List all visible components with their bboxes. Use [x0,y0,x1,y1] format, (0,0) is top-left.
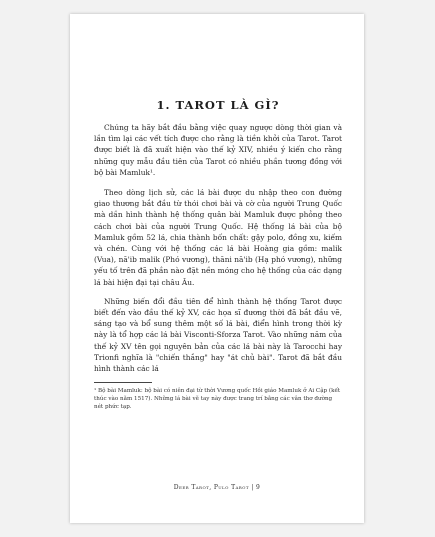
page-content [94,98,342,411]
chapter-heading: 1. TAROT LÀ GÌ? [156,98,280,112]
paragraph-1: Chúng ta hãy bắt đầu bằng việc quay ngược dòng thời gian và lần tìm lại các vết tích được cho rằng là tiền khởi của Tarot. Tarot được biết là đã xuất hiện vào thế kỷ XIV, nhiều ý kiến cho rằng những quy mẫu đầu tiên của Tarot có nhiều phần tương đồng với bộ bài Mamluk¹. [94,123,342,177]
footnote: ¹ Bộ bài Mamluk: bộ bài có niên đại từ thời Vương quốc Hồi giáo Mamluk ở Ai Cập (kết thúc vào năm 1517). Những lá bài vẽ tay này được trang trí bằng các vân thơ đường nét phức tạp. [94,388,341,411]
book-page [70,14,364,523]
paragraph-3: Những biến đổi đầu tiên để hình thành hệ thống Tarot được biết đến vào đầu thế kỷ XV, các họa sĩ đương thời đã bắt đầu vẽ, sáng tạo và bổ sung thêm một số lá bài, điển hình trong thời kỳ này là tổ hợp các lá bài Visconti-Sforza Tarot. Vào những năm của thế kỷ XV tên gọi nguyên bản của các lá bài này là Tarocchi hay Trionfi nghĩa là "chiến thắng" hay "át chủ bài". Tarot đã bắt đầu hình thành các lá [94,296,342,374]
footnote-divider [94,382,152,383]
page-footer: Deer Tarot, Pulo Tarot | 9 [173,484,261,491]
paragraph-2: Theo dòng lịch sử, các lá bài được du nhập theo con đường giao thương bắt đầu từ thói chơi bài và cờ của người Trung Quốc mà dần hình thành hệ thống quân bài Mamluk được phỏng theo cách chơi bài của người Trung Quốc. Hệ thống lá bài của bộ Mamluk gồm 52 lá, chia thành bốn chất: gậy polo, đồng xu, kiếm và chén. Cùng với hệ thống các lá bài Hoàng gia gồm: malik (Vua), nā'ib malik (Phó vương), thāni nā'ib (Hạ phó vương), những yếu tố trên đã phần nào đặt nền móng cho hệ thống của các dạng lá bài hiện đại tại châu Âu. [94,188,342,287]
